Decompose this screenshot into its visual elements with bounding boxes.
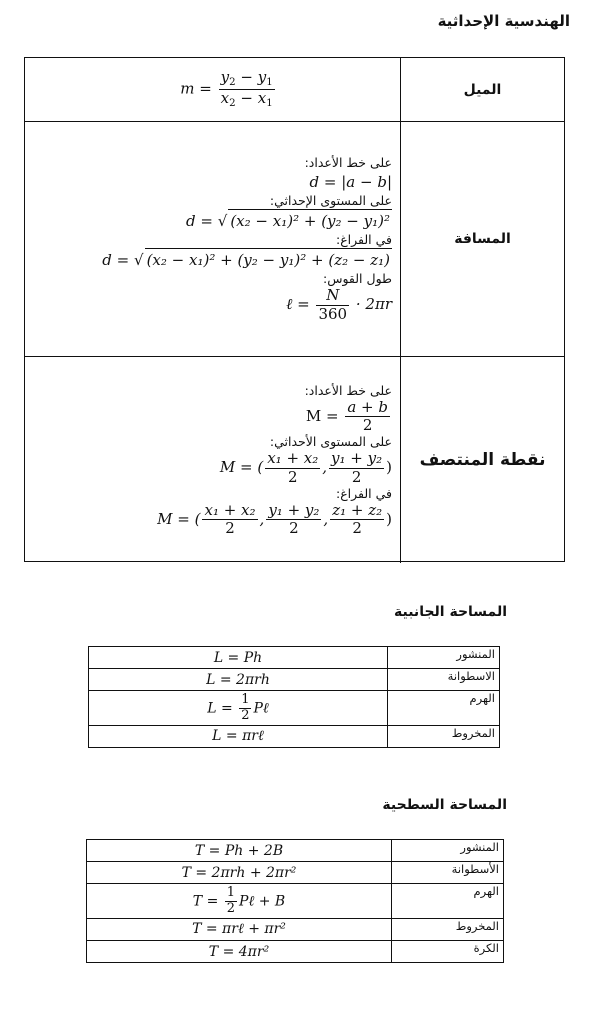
- page-title: الهندسية الإحداثية: [437, 12, 570, 30]
- midpoint-plane-y-num: y₁ + y₂: [331, 449, 383, 468]
- midpoint-space-z-num: z₁ + z₂: [332, 500, 383, 519]
- arc-num: N: [316, 287, 349, 305]
- midpoint-formula-cell: [25, 357, 400, 563]
- lateral-pyramid-rhs: Pℓ: [253, 700, 269, 716]
- midpoint-space-note: في الفراغ:: [335, 485, 392, 501]
- distance-plane-note: على المستوى الإحداثي:: [269, 193, 392, 209]
- distance-space-formula: d = √ (x₂ − x₁)² + (y₂ − y₁)² + (z₂ − z₁): [102, 248, 392, 271]
- lateral-prism-name: المنشور: [388, 647, 500, 669]
- slope-formula: [180, 69, 276, 110]
- distance-space-lhs: d =: [102, 251, 130, 270]
- slope-fraction: [219, 69, 275, 110]
- distance-row: [25, 122, 564, 357]
- lateral-cylinder-formula: L = 2πrh: [89, 669, 388, 691]
- slope-formula-cell: [25, 58, 400, 121]
- lateral-pyramid-lhs: L =: [207, 700, 233, 716]
- surface-pyramid-rhs: Pℓ + B: [239, 893, 286, 909]
- midpoint-plane-lhs: M = (: [219, 458, 264, 476]
- midpoint-label: نقطة المنتصف: [400, 357, 564, 563]
- surface-pyramid-lhs: T =: [192, 893, 219, 909]
- distance-space-radicand: (x₂ − x₁)² + (y₂ − y₁)² + (z₂ − z₁): [145, 248, 392, 271]
- slope-lhs: m =: [180, 79, 212, 98]
- midpoint-nl-num: a + b: [347, 397, 388, 416]
- midpoint-space-z-den: 2: [352, 519, 362, 537]
- midpoint-space-x-den: 2: [225, 519, 235, 537]
- slope-row: [25, 58, 564, 122]
- table-row: [89, 691, 500, 726]
- slope-den-mid: − x: [235, 89, 267, 107]
- midpoint-space-y-fraction: [266, 502, 321, 538]
- arc-length-note: طول القوس:: [323, 271, 392, 287]
- midpoint-number-line-note: على خط الأعداد:: [304, 382, 392, 398]
- midpoint-number-line-formula: [306, 399, 392, 435]
- surface-pyramid-fraction: [225, 886, 237, 917]
- surface-cone-name: المخروط: [392, 919, 504, 941]
- distance-plane-radicand: (x₂ − x₁)² + (y₂ − y₁)²: [228, 209, 392, 232]
- table-row: [89, 726, 500, 748]
- lateral-cylinder-name: الاسطوانة: [388, 669, 500, 691]
- distance-plane-formula: d = √ (x₂ − x₁)² + (y₂ − y₁)²: [186, 209, 392, 232]
- table-row: [87, 941, 504, 963]
- slope-label: الميل: [400, 58, 564, 121]
- midpoint-space-rhs: ): [386, 509, 392, 528]
- midpoint-plane-y-fraction: [329, 450, 384, 486]
- table-row: [87, 862, 504, 884]
- surface-pyramid-formula: [87, 884, 392, 919]
- midpoint-nl-lhs: M =: [305, 406, 339, 425]
- midpoint-plane-formula: M = ( $\frac{\text{x₁ + x₂}}{2}$ , $\frac{\text{y₁ + y₂}}{2}$ ): [219, 449, 392, 486]
- distance-plane-lhs: d =: [186, 212, 213, 231]
- slope-num-sub2: 2: [229, 77, 236, 89]
- midpoint-space-x-num: x₁ + x₂: [204, 500, 256, 519]
- arc-length-formula: [286, 287, 392, 323]
- surface-sphere-name: الكرة: [392, 941, 504, 963]
- midpoint-space-y-num: y₁ + y₂: [268, 500, 320, 519]
- lateral-area-title: المساحة الجانبية: [394, 604, 507, 620]
- lateral-area-table: [88, 646, 500, 748]
- distance-label: المسافة: [400, 122, 564, 356]
- table-row: [89, 669, 500, 691]
- surface-pyramid-num: 1: [226, 884, 236, 900]
- midpoint-nl-fraction: [345, 399, 390, 435]
- surface-pyramid-name: الهرم: [392, 884, 504, 919]
- lateral-pyramid-fraction: [239, 693, 251, 724]
- midpoint-space-formula: M = ( $\frac{\text{x₁ + x₂}}{2}$ , $\frac{\text{y₁ + y₂}}{2}$ , $\frac{\text{z₁ + z₂}}{2}$ ): [157, 500, 392, 537]
- slope-den-sub1: 1: [266, 98, 273, 110]
- distance-formula-cell: [25, 122, 400, 356]
- table-row: [87, 884, 504, 919]
- surface-pyramid-den: 2: [226, 900, 236, 916]
- coordinate-geometry-table: [24, 57, 565, 562]
- midpoint-space-x-fraction: [202, 502, 257, 538]
- midpoint-row: [25, 357, 564, 563]
- slope-num-sub1: 1: [266, 77, 273, 89]
- arc-rhs: · 2πr: [355, 295, 392, 313]
- surface-prism-formula: T = Ph + 2B: [87, 840, 392, 862]
- slope-num-y: y: [220, 68, 230, 87]
- surface-area-title: المساحة السطحية: [382, 797, 507, 813]
- surface-cone-formula: T = πrℓ + πr²: [87, 919, 392, 941]
- slope-den-x: x: [220, 89, 230, 107]
- surface-cylinder-name: الأسطوانة: [392, 862, 504, 884]
- lateral-pyramid-formula: [89, 691, 388, 726]
- midpoint-plane-rhs: ): [386, 458, 392, 476]
- surface-area-table: [86, 839, 504, 963]
- table-row: [89, 647, 500, 669]
- midpoint-plane-x-num: x₁ + x₂: [267, 449, 319, 468]
- lateral-cone-formula: L = πrℓ: [89, 726, 388, 748]
- arc-den: 360: [318, 304, 348, 323]
- slope-num-mid: − y: [235, 68, 267, 87]
- surface-prism-name: المنشور: [392, 840, 504, 862]
- lateral-cone-name: المخروط: [388, 726, 500, 748]
- midpoint-plane-y-den: 2: [351, 467, 362, 486]
- table-row: [87, 919, 504, 941]
- distance-number-line-note: على خط الأعداد:: [304, 155, 392, 171]
- table-row: [87, 840, 504, 862]
- arc-fraction: [316, 287, 349, 323]
- midpoint-space-y-den: 2: [289, 519, 299, 537]
- midpoint-plane-note: على المستوى الأحداثي:: [269, 434, 392, 450]
- distance-space-note: في الفراغ:: [335, 232, 392, 248]
- lateral-pyramid-den: 2: [241, 707, 250, 723]
- lateral-prism-formula: L = Ph: [89, 647, 388, 669]
- midpoint-nl-den: 2: [362, 416, 373, 434]
- midpoint-plane-x-den: 2: [287, 467, 298, 486]
- midpoint-plane-x-fraction: [265, 450, 320, 486]
- slope-den-sub2: 2: [229, 98, 236, 110]
- midpoint-space-lhs: M = (: [157, 509, 201, 528]
- distance-number-line-formula: d = |a − b|: [309, 173, 392, 192]
- surface-sphere-formula: T = 4πr²: [87, 941, 392, 963]
- lateral-pyramid-num: 1: [241, 691, 250, 707]
- lateral-pyramid-name: الهرم: [388, 691, 500, 726]
- surface-cylinder-formula: T = 2πrh + 2πr²: [87, 862, 392, 884]
- arc-lhs: ℓ =: [286, 295, 310, 313]
- midpoint-space-z-fraction: [330, 502, 384, 538]
